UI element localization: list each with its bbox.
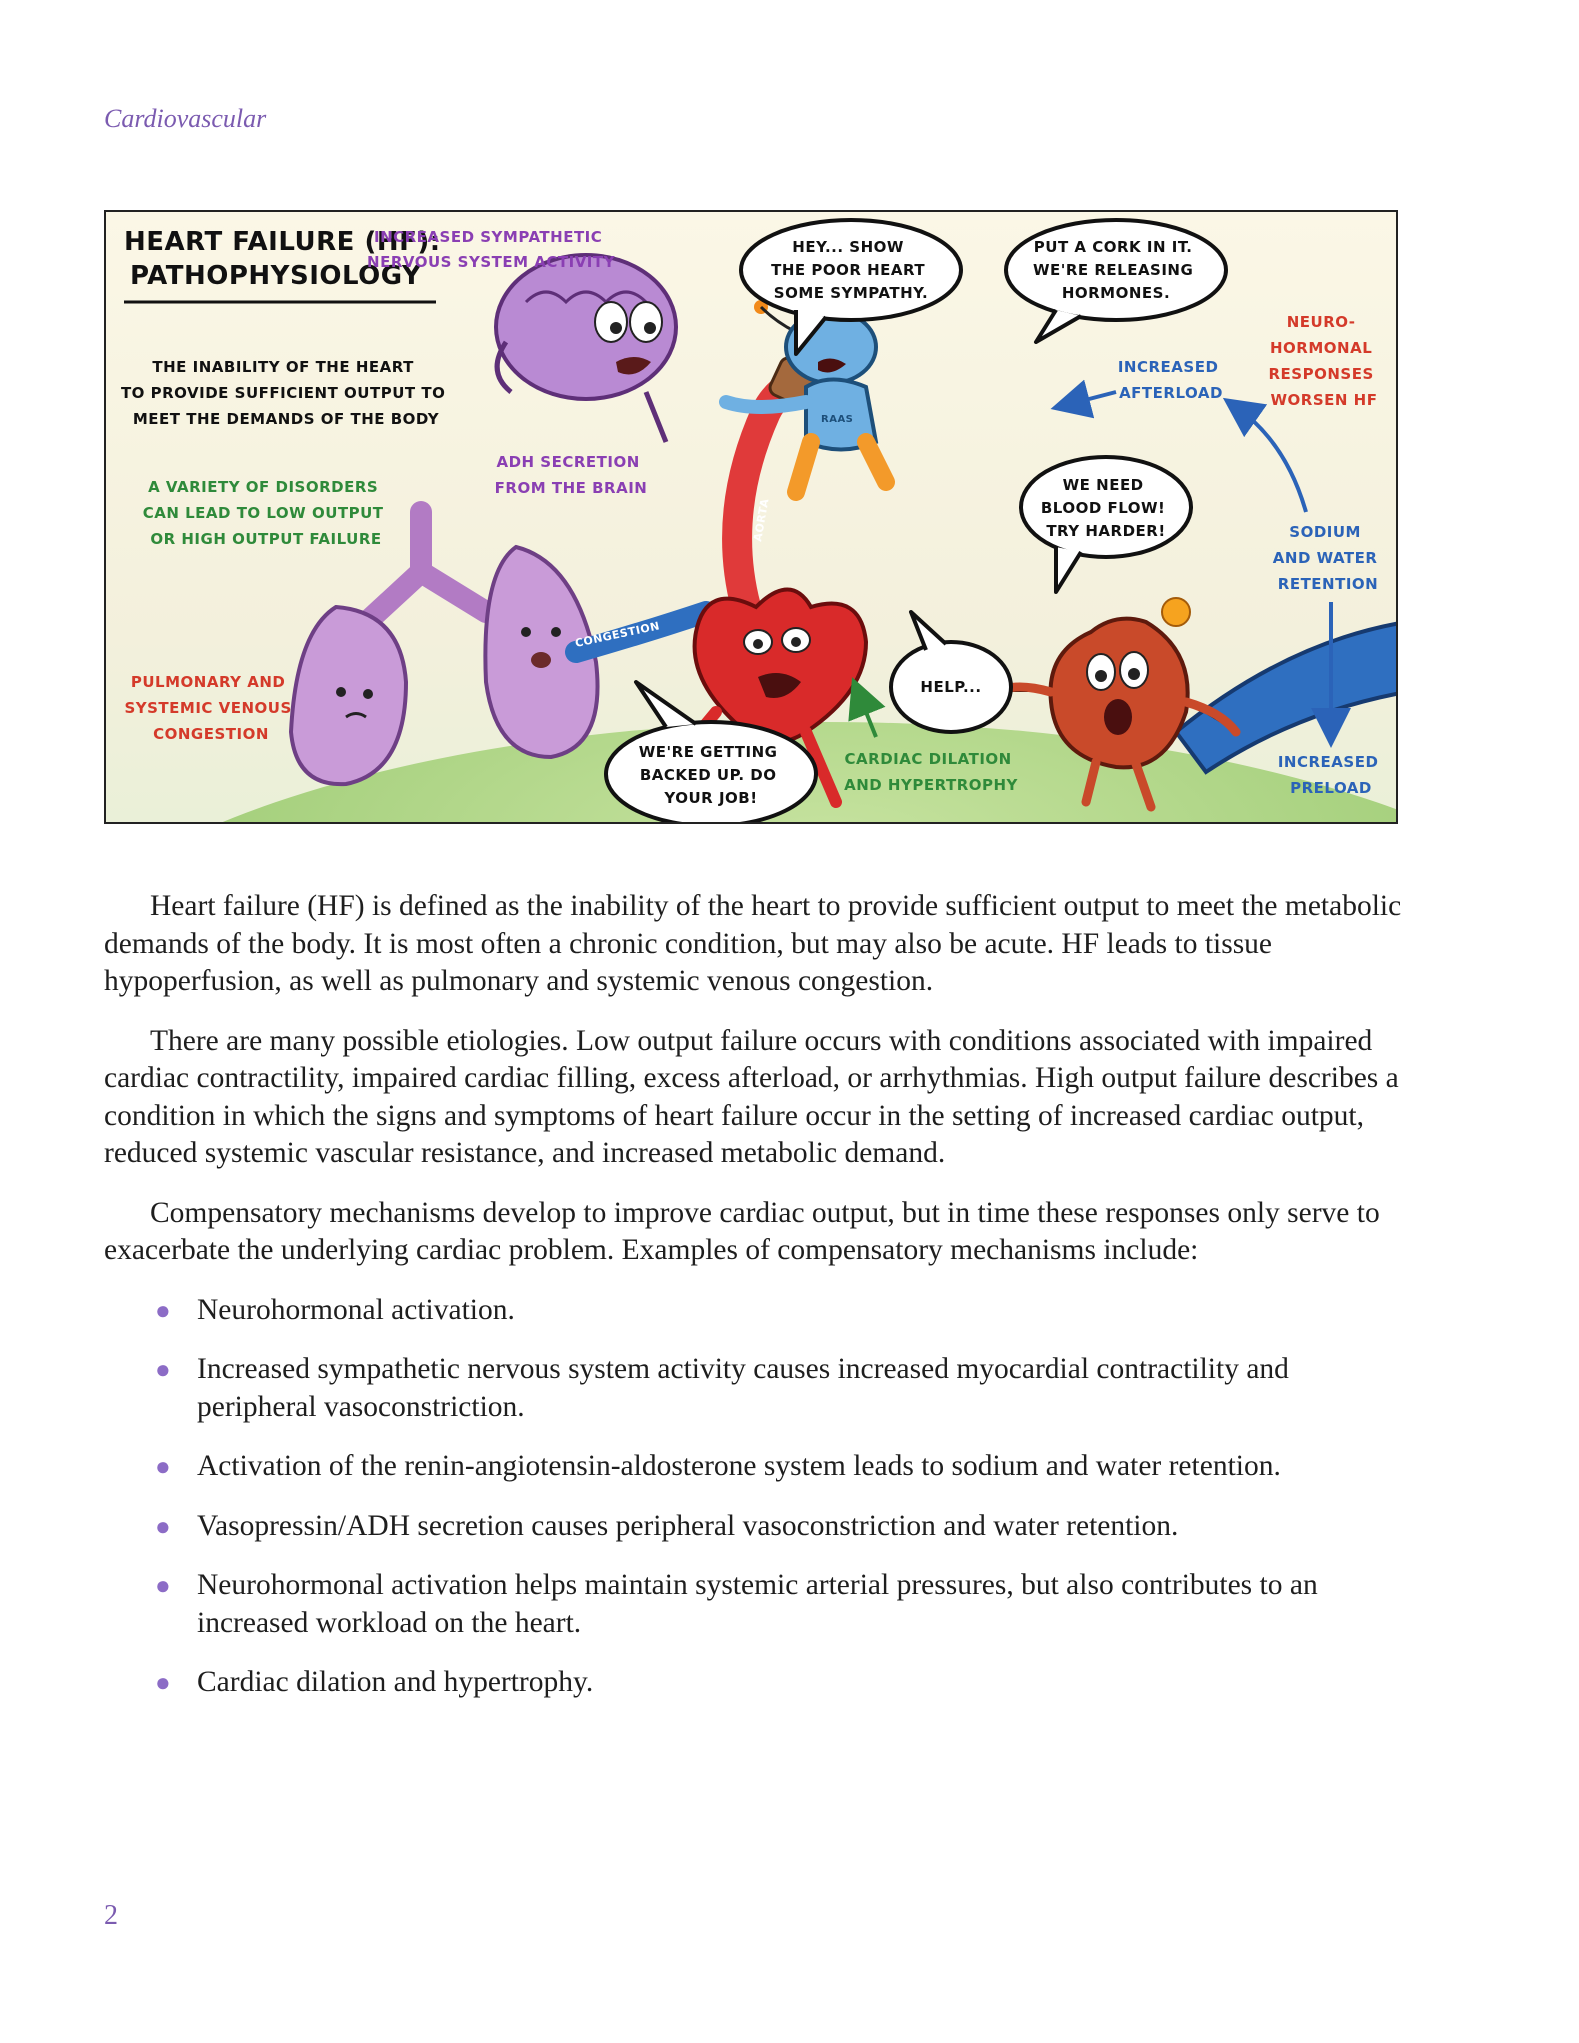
bubble-brain-line2: THE POOR HEART — [771, 261, 926, 279]
congestion-vein-label: CONGESTION — [573, 619, 661, 650]
definition-line3: MEET THE DEMANDS OF THE BODY — [132, 410, 440, 428]
adh-line1: ADH SECRETION — [496, 453, 640, 471]
figure-title-line1: HEART FAILURE (HF): — [124, 227, 441, 257]
afterload-line1: INCREASED — [1117, 358, 1219, 376]
pulmonary-line3: CONGESTION — [153, 725, 269, 743]
list-item — [104, 1351, 1404, 1426]
sodium-label — [1273, 523, 1383, 593]
running-head: Cardiovascular — [104, 104, 267, 133]
sodium-line3: RETENTION — [1277, 575, 1379, 593]
disorders-line1: A VARIETY OF DISORDERS — [148, 478, 379, 496]
afterload-line2: AFTERLOAD — [1119, 384, 1223, 402]
list-item — [104, 1448, 1404, 1486]
bubble-lungs-line1: WE'RE GETTING — [638, 743, 778, 761]
disorders-label — [143, 478, 390, 548]
bubble-kidney-line3: TRY HARDER! — [1046, 522, 1166, 540]
bubble-kidney-line1: WE NEED — [1062, 476, 1144, 494]
body-text — [104, 888, 1404, 1724]
hf-pathophysiology-illustration — [104, 210, 1398, 824]
bullet-icon: ● — [155, 1668, 171, 1697]
bullet-icon: ● — [155, 1511, 171, 1541]
sympathetic-line2: NERVOUS SYSTEM ACTIVITY — [367, 253, 615, 271]
dilation-line2: AND HYPERTROPHY — [844, 776, 1018, 794]
raas-shirt-label: RAAS — [821, 414, 854, 425]
list-item — [104, 1292, 1404, 1330]
neurohormonal-line2: HORMONAL — [1270, 339, 1373, 357]
paragraph-etiologies: There are many possible etiologies. Low output failure occurs with conditions associated with impaired cardiac contractility, impaired cardiac filling, excess afterload, or arrhythmias. High output failure describes a condition in which the signs and symptoms of heart failure occur in the setting of increased cardiac output, reduced systemic vascular resistance, and increased metabolic demand. — [104, 1024, 1399, 1169]
dilation-line1: CARDIAC DILATION — [844, 750, 1012, 768]
paragraph-compensatory: Compensatory mechanisms develop to improve cardiac output, but in time these responses only serve to exacerbate the underlying cardiac problem. Examples of compensatory mechanisms include: — [104, 1196, 1380, 1266]
adh-line2: FROM THE BRAIN — [494, 479, 648, 497]
bubble-lungs-line3: YOUR JOB! — [664, 789, 758, 807]
list-item-text: Neurohormonal activation. — [197, 1293, 515, 1326]
bullet-icon: ● — [155, 1452, 171, 1481]
list-item — [104, 1508, 1404, 1546]
svg-text:HEY... SHOW THE POOR H — [771, 238, 931, 302]
paragraph-definition: Heart failure (HF) is defined as the inability of the heart to provide sufficient output to meet the metabolic demands of the body. It is most often a chronic condition, but may also be acute. HF leads to tissue hypoperfusion, as well as pulmonary and systemic venous congestion. — [104, 890, 1402, 997]
bubble-brain-line3: SOME SYMPATHY. — [773, 284, 929, 302]
figure-title-line2: PATHOPHYSIOLOGY — [130, 261, 422, 291]
list-item — [104, 1664, 1404, 1702]
neurohormonal-line4: WORSEN HF — [1270, 391, 1378, 409]
bubble-heart-text: HELP... — [920, 678, 982, 696]
neurohormonal-line1: NEURO- — [1286, 313, 1356, 331]
bullet-icon: ● — [155, 1571, 171, 1600]
preload-line1: INCREASED — [1277, 753, 1379, 771]
definition-line2: TO PROVIDE SUFFICIENT OUTPUT TO — [120, 384, 446, 402]
page-number: 2 — [104, 1900, 118, 1931]
aorta-label: AORTA — [751, 497, 772, 543]
sympathetic-line1: INCREASED SYMPATHETIC — [373, 228, 603, 246]
list-item-text: Cardiac dilation and hypertrophy. — [197, 1666, 594, 1698]
definition-label — [121, 358, 451, 428]
bullet-icon: ● — [155, 1295, 171, 1325]
bubble-kidney-line2: BLOOD FLOW! — [1040, 499, 1166, 517]
preload-line2: PRELOAD — [1290, 779, 1372, 797]
list-item — [104, 1567, 1404, 1642]
disorders-line3: OR HIGH OUTPUT FAILURE — [150, 530, 382, 548]
bubble-brain-line1: HEY... SHOW — [792, 238, 904, 256]
compensatory-mechanisms-list — [104, 1292, 1404, 1702]
bullet-icon: ● — [155, 1355, 171, 1384]
sodium-line2: AND WATER — [1272, 549, 1378, 567]
list-item-text: Vasopressin/ADH secretion causes peripheral vasoconstriction and water retention. — [197, 1509, 1179, 1542]
pulmonary-line2: SYSTEMIC VENOUS — [124, 699, 292, 717]
pulmonary-line1: PULMONARY AND — [130, 673, 286, 691]
bubble-raas-line3: HORMONES. — [1061, 284, 1171, 302]
bubble-lungs-line2: BACKED UP. DO — [639, 766, 777, 784]
sodium-line1: SODIUM — [1289, 523, 1361, 541]
list-item-text: Activation of the renin-angiotensin-aldosterone system leads to sodium and water retention. — [197, 1450, 1281, 1482]
list-item-text: Neurohormonal activation helps maintain systemic arterial pressures, but also contributes to an increased workload on the heart. — [197, 1569, 1318, 1639]
disorders-line2: CAN LEAD TO LOW OUTPUT — [142, 504, 384, 522]
bubble-raas-line2: WE'RE RELEASING — [1032, 261, 1194, 279]
list-item-text: Increased sympathetic nervous system activity causes increased myocardial contractility and peripheral vasoconstriction. — [197, 1353, 1289, 1423]
bubble-raas-line1: PUT A CORK IN IT. — [1033, 238, 1193, 256]
neurohormonal-line3: RESPONSES — [1268, 365, 1374, 383]
definition-line1: THE INABILITY OF THE HEART — [152, 358, 414, 376]
